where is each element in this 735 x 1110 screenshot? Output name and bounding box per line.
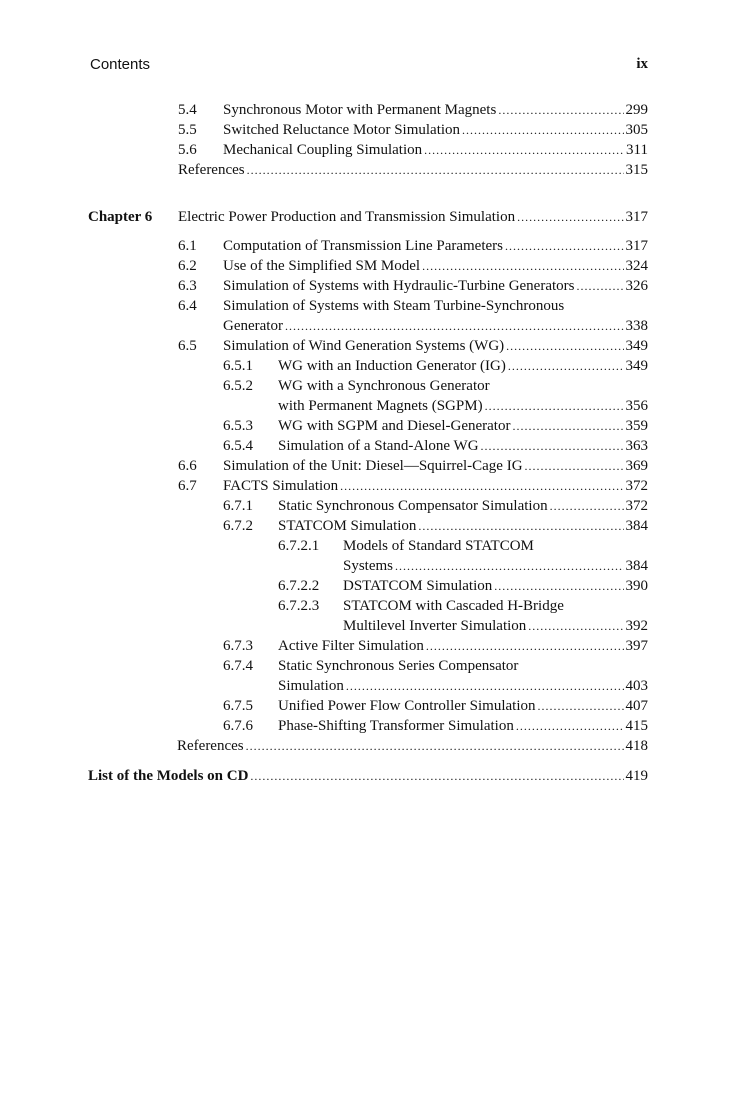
toc-entry[interactable]	[223, 356, 648, 376]
toc-number: 6.7.4	[223, 658, 253, 674]
toc-title: Phase-Shifting Transformer Simulation	[278, 718, 514, 734]
toc-entry[interactable]	[223, 516, 648, 536]
dot-leader	[481, 436, 624, 456]
toc-page: 326	[625, 278, 648, 294]
toc-entry[interactable]	[223, 696, 648, 716]
toc-entry[interactable]	[223, 436, 648, 456]
toc-title: FACTS Simulation	[223, 478, 339, 494]
dot-leader	[512, 416, 623, 436]
dot-leader	[525, 456, 624, 476]
toc-page: 363	[625, 438, 648, 454]
toc-page: 324	[625, 258, 648, 274]
toc-number: 6.5.1	[223, 358, 253, 374]
toc-number: 6.5	[178, 338, 197, 354]
toc-title: Electric Power Production and Transmission Simulation	[178, 209, 516, 225]
toc-title-continued: with Permanent Magnets (SGPM)	[278, 398, 483, 414]
running-header	[90, 56, 648, 76]
dot-leader	[494, 576, 623, 596]
toc-number: 6.5.3	[223, 418, 253, 434]
toc-title-continued: Generator	[223, 318, 283, 334]
toc-title: Computation of Transmission Line Parameters	[223, 238, 503, 254]
toc-title: List of the Models on CD	[88, 768, 249, 784]
dot-leader	[424, 140, 624, 160]
toc-entry-continuation[interactable]	[278, 676, 648, 696]
toc-entry[interactable]	[178, 476, 648, 496]
dot-leader	[418, 516, 623, 536]
dot-leader	[247, 160, 624, 180]
toc-page: 384	[625, 558, 648, 574]
toc-page: 349	[625, 338, 648, 354]
toc-title-continued: Systems	[343, 558, 394, 574]
dot-leader	[505, 236, 624, 256]
dot-leader	[246, 736, 624, 756]
dot-leader	[506, 336, 623, 356]
dot-leader	[516, 716, 624, 736]
toc-number: 6.1	[178, 238, 197, 254]
toc-title-continued: Multilevel Inverter Simulation	[343, 618, 527, 634]
toc-number: 6.7.2	[223, 518, 253, 534]
toc-page: 359	[625, 418, 648, 434]
toc-number: 6.7.6	[223, 718, 253, 734]
toc-number: 6.7.2.3	[278, 598, 320, 614]
toc-page: 338	[625, 318, 648, 334]
toc-title: Simulation of Wind Generation Systems (WG)	[223, 338, 505, 354]
toc-number: 6.2	[178, 258, 197, 274]
toc-title: DSTATCOM Simulation	[343, 578, 493, 594]
toc-page: 315	[625, 162, 648, 178]
toc-page: 415	[625, 718, 648, 734]
toc-number: 6.3	[178, 278, 197, 294]
toc-page: 356	[625, 398, 648, 414]
toc-page: 392	[625, 618, 648, 634]
toc-page: 419	[625, 768, 648, 784]
dot-leader	[508, 356, 624, 376]
toc-entry[interactable]	[278, 576, 648, 596]
dot-leader	[577, 276, 624, 296]
chapter-label: Chapter 6	[88, 209, 153, 225]
dot-leader	[517, 207, 623, 227]
dot-leader	[250, 766, 623, 786]
toc-entry[interactable]	[178, 140, 648, 160]
toc-entry-models-list[interactable]	[88, 766, 648, 786]
toc-number: 5.5	[178, 122, 197, 138]
dot-leader	[426, 636, 624, 656]
dot-leader	[462, 120, 623, 140]
dot-leader	[498, 100, 623, 120]
toc-page: 369	[625, 458, 648, 474]
toc-number: 5.4	[178, 102, 197, 118]
toc-title-continued: Simulation	[278, 678, 344, 694]
toc-title: STATCOM with Cascaded H-Bridge	[343, 598, 564, 614]
toc-title: Unified Power Flow Controller Simulation	[278, 698, 536, 714]
toc-entry[interactable]	[223, 496, 648, 516]
toc-title: Synchronous Motor with Permanent Magnets	[223, 102, 497, 118]
toc-entry-continuation[interactable]	[343, 556, 648, 576]
toc-entry-continuation[interactable]	[343, 616, 648, 636]
dot-leader	[346, 676, 624, 696]
toc-page: 311	[626, 142, 648, 158]
toc-page: 418	[625, 738, 648, 754]
toc-number: 6.5.2	[223, 378, 253, 394]
toc-title: Static Synchronous Series Compensator	[278, 658, 519, 674]
toc-page: 372	[625, 478, 648, 494]
toc-number: 6.7	[178, 478, 197, 494]
toc-page: 349	[625, 358, 648, 374]
toc-title: Active Filter Simulation	[278, 638, 424, 654]
toc-entry[interactable]	[178, 256, 648, 276]
toc-entry[interactable]	[223, 636, 648, 656]
toc-title: References	[177, 738, 244, 754]
toc-title: Mechanical Coupling Simulation	[223, 142, 423, 158]
toc-page: 317	[625, 209, 648, 225]
toc-page: 317	[625, 238, 648, 254]
toc-title: Models of Standard STATCOM	[343, 538, 534, 554]
toc-entry[interactable]	[223, 716, 648, 736]
toc-page: 390	[625, 578, 648, 594]
toc-entry-references[interactable]	[178, 160, 648, 180]
toc-title: Static Synchronous Compensator Simulation	[278, 498, 548, 514]
toc-number: 6.7.2.2	[278, 578, 320, 594]
toc-title: Simulation of Systems with Steam Turbine-Synchronous	[223, 298, 565, 314]
toc-number: 6.6	[178, 458, 197, 474]
toc-entry[interactable]	[223, 416, 648, 436]
toc-number: 6.7.2.1	[278, 538, 320, 554]
toc-title: Simulation of a Stand-Alone WG	[278, 438, 479, 454]
toc-number: 6.4	[178, 298, 197, 314]
toc-entry[interactable]	[178, 120, 648, 140]
dot-leader	[550, 496, 624, 516]
dot-leader	[395, 556, 623, 576]
toc-entry-continuation[interactable]	[278, 396, 648, 416]
dot-leader	[537, 696, 623, 716]
dot-leader	[422, 256, 623, 276]
toc-title: Use of the Simplified SM Model	[223, 258, 421, 274]
dot-leader	[340, 476, 623, 496]
toc-page: 384	[625, 518, 648, 534]
toc-entry[interactable]	[178, 336, 648, 356]
dot-leader	[528, 616, 623, 636]
toc-title: STATCOM Simulation	[278, 518, 417, 534]
toc-page: 299	[625, 102, 648, 118]
toc-number: 5.6	[178, 142, 197, 158]
toc-number: 6.7.5	[223, 698, 253, 714]
page-folio: ix	[636, 56, 648, 72]
toc-title: WG with a Synchronous Generator	[278, 378, 490, 394]
toc-title: References	[178, 162, 245, 178]
toc-number: 6.7.1	[223, 498, 253, 514]
toc-title: Simulation of the Unit: Diesel—Squirrel-Cage IG	[223, 458, 523, 474]
toc-page: 403	[625, 678, 648, 694]
toc-entry-continuation[interactable]	[223, 316, 648, 336]
toc-page: 372	[625, 498, 648, 514]
toc-chapter-entry[interactable]	[88, 207, 648, 227]
toc-title: Simulation of Systems with Hydraulic-Turbine Generators	[223, 278, 575, 294]
dot-leader	[485, 396, 624, 416]
toc-page: 397	[625, 638, 648, 654]
toc-entry[interactable]	[178, 236, 648, 256]
toc-page: 305	[625, 122, 648, 138]
toc-entry[interactable]	[178, 276, 648, 296]
toc-page: 407	[625, 698, 648, 714]
toc-entry[interactable]	[178, 100, 648, 120]
toc-number: 6.5.4	[223, 438, 253, 454]
toc-title: WG with an Induction Generator (IG)	[278, 358, 506, 374]
toc-title: Switched Reluctance Motor Simulation	[223, 122, 461, 138]
running-title: Contents	[90, 56, 151, 73]
dot-leader	[285, 316, 624, 336]
toc-entry[interactable]	[178, 456, 648, 476]
toc-number: 6.7.3	[223, 638, 253, 654]
toc-title: WG with SGPM and Diesel-Generator	[278, 418, 511, 434]
toc-entry-references[interactable]	[177, 736, 648, 756]
